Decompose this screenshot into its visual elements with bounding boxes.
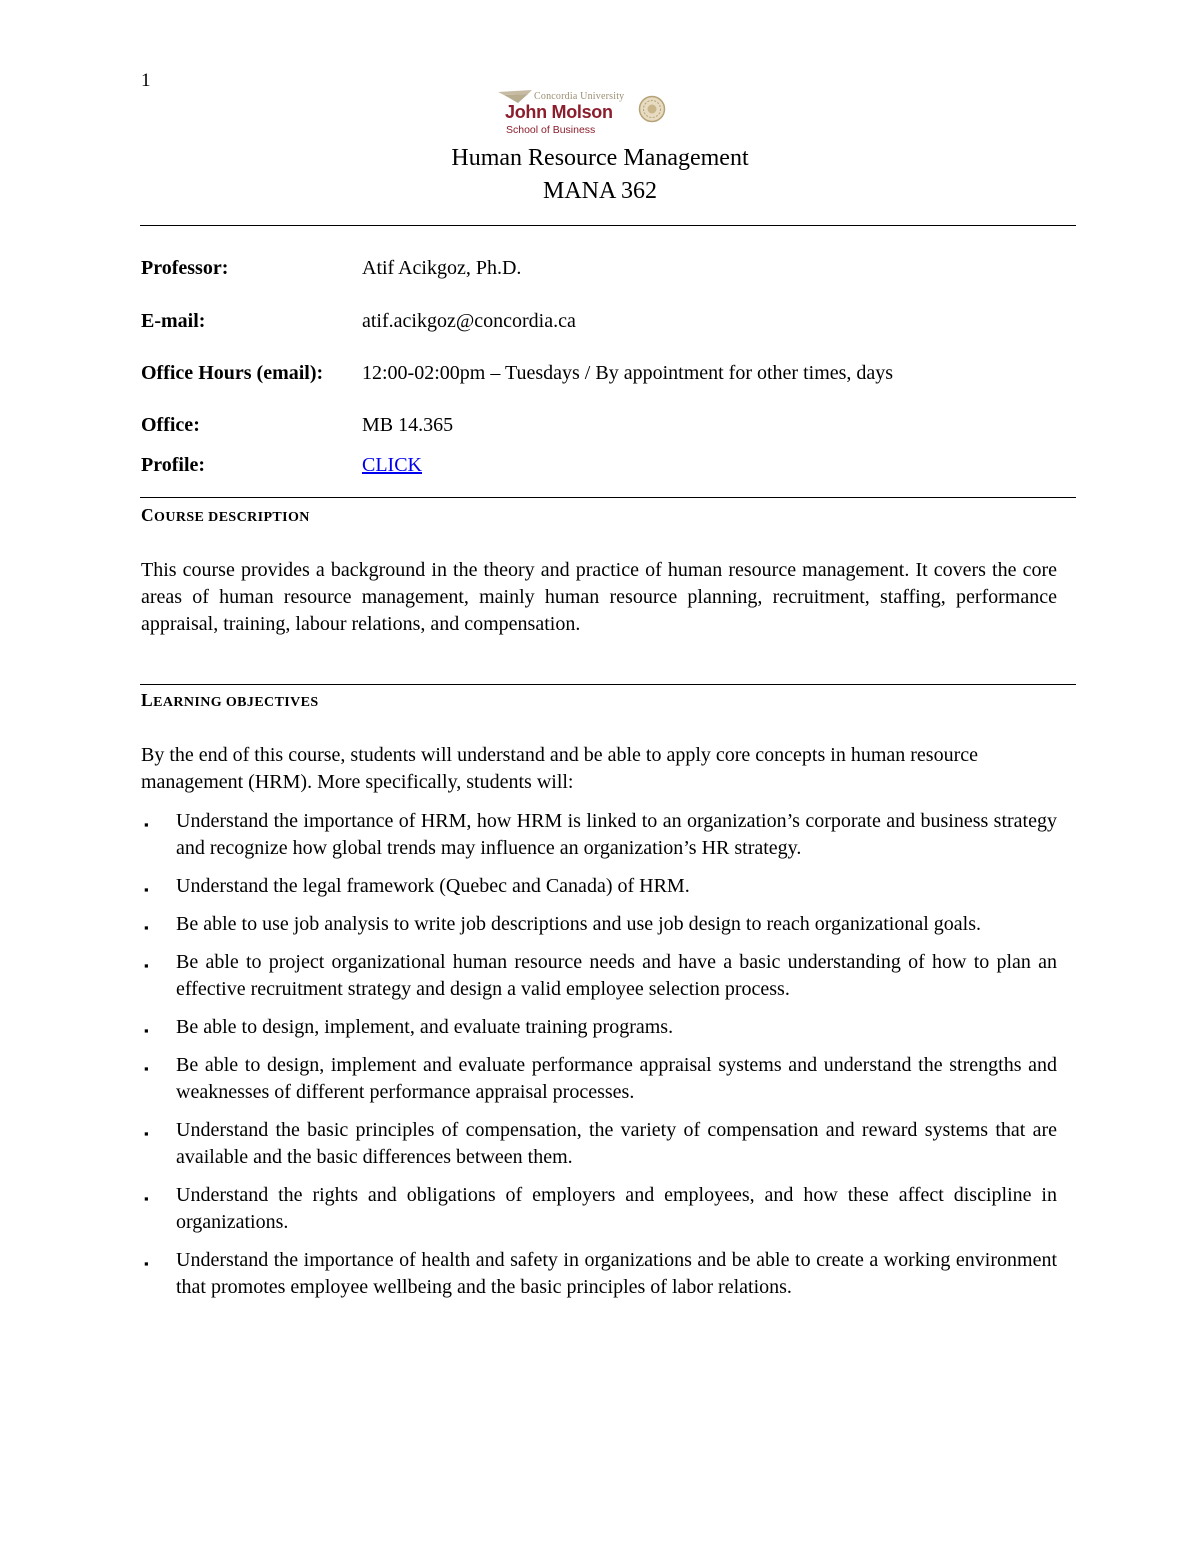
office-hours-value: 12:00-02:00pm – Tuesdays / By appointment for other times, days — [362, 362, 894, 384]
bullet-icon: ▪ — [144, 1256, 149, 1271]
objective-text: Understand the importance of health and safety in organizations and be able to create a working environment that promotes employee wellbeing and the basic principles of labor relations. — [176, 1249, 1057, 1298]
course-description-text: This course provides a background in the theory and practice of human resource management. It covers the core areas of human resource management, mainly human resource planning, recruitment, staffing, performance appraisal, training, labour relations, and compensation. — [141, 559, 1057, 635]
learning-objectives-heading — [141, 690, 319, 711]
email-value: atif.acikgoz@concordia.ca — [362, 310, 576, 332]
professor-label: Professor: — [141, 257, 229, 279]
university-seal-icon — [638, 95, 666, 123]
professor-value: Atif Acikgoz, Ph.D. — [362, 257, 522, 279]
logo-name-text: John Molson — [505, 102, 613, 122]
objective-text: Be able to design, implement and evaluate performance appraisal systems and understand the strengths and weaknesses of different performance appraisal processes. — [176, 1054, 1057, 1103]
course-title-block — [140, 142, 1060, 208]
list-item — [141, 1247, 1057, 1301]
bullet-icon: ▪ — [144, 817, 149, 832]
objective-text: Understand the importance of HRM, how HRM is linked to an organization’s corporate and business strategy and recognize how global trends may influence an organization’s HR strategy. — [176, 810, 1057, 859]
bullet-icon: ▪ — [144, 1191, 149, 1206]
logo-university-text: Concordia University — [534, 91, 625, 102]
office-hours-label: Office Hours (email): — [141, 362, 324, 384]
course-description-divider — [140, 497, 1076, 498]
heading-initial: L — [141, 690, 154, 710]
profile-link[interactable]: CLICK — [362, 454, 422, 476]
list-item — [141, 1014, 1057, 1041]
profile-label: Profile: — [141, 454, 206, 476]
list-item — [141, 1052, 1057, 1106]
bullet-icon: ▪ — [144, 882, 149, 897]
objective-text: Be able to use job analysis to write job descriptions and use job design to reach organizational goals. — [176, 913, 981, 935]
course-description-heading — [141, 505, 310, 526]
bullet-icon: ▪ — [144, 958, 149, 973]
list-item — [141, 1117, 1057, 1171]
list-item — [141, 873, 1057, 900]
heading-initial: C — [141, 505, 155, 525]
office-label: Office: — [141, 414, 200, 436]
john-molson-logo — [498, 90, 670, 138]
bullet-icon: ▪ — [144, 1061, 149, 1076]
learning-objectives-divider — [140, 684, 1076, 685]
objective-text: Be able to project organizational human resource needs and have a basic understanding of how to plan an effective recruitment strategy and design a valid employee selection process. — [176, 951, 1057, 1000]
logo-school-text: School of Business — [506, 124, 596, 136]
learning-objectives-list — [141, 808, 1061, 1312]
bullet-icon: ▪ — [144, 920, 149, 935]
list-item — [141, 1182, 1057, 1236]
objective-text: Be able to design, implement, and evaluate training programs. — [176, 1016, 674, 1038]
objective-text: Understand the basic principles of compensation, the variety of compensation and reward systems that are available and the basic differences between them. — [176, 1119, 1057, 1168]
bullet-icon: ▪ — [144, 1023, 149, 1038]
objective-text: Understand the legal framework (Quebec and Canada) of HRM. — [176, 875, 690, 897]
list-item — [141, 911, 1057, 938]
heading-rest: OURSE DESCRIPTION — [154, 510, 310, 525]
email-label: E-mail: — [141, 310, 206, 332]
heading-rest: EARNING OBJECTIVES — [153, 695, 319, 710]
list-item — [141, 949, 1057, 1003]
bullet-icon: ▪ — [144, 1126, 149, 1141]
header-divider — [140, 225, 1076, 226]
list-item — [141, 808, 1057, 862]
learning-objectives-intro: By the end of this course, students will understand and be able to apply core concepts in human resource management (HRM). More specifically, students will: — [141, 744, 978, 793]
office-value: MB 14.365 — [362, 414, 454, 436]
objective-text: Understand the rights and obligations of employers and employees, and how these affect discipline in organizations. — [176, 1184, 1057, 1233]
course-code: MANA 362 — [542, 178, 657, 204]
course-title: Human Resource Management — [451, 145, 749, 171]
page-number: 1 — [141, 70, 151, 91]
